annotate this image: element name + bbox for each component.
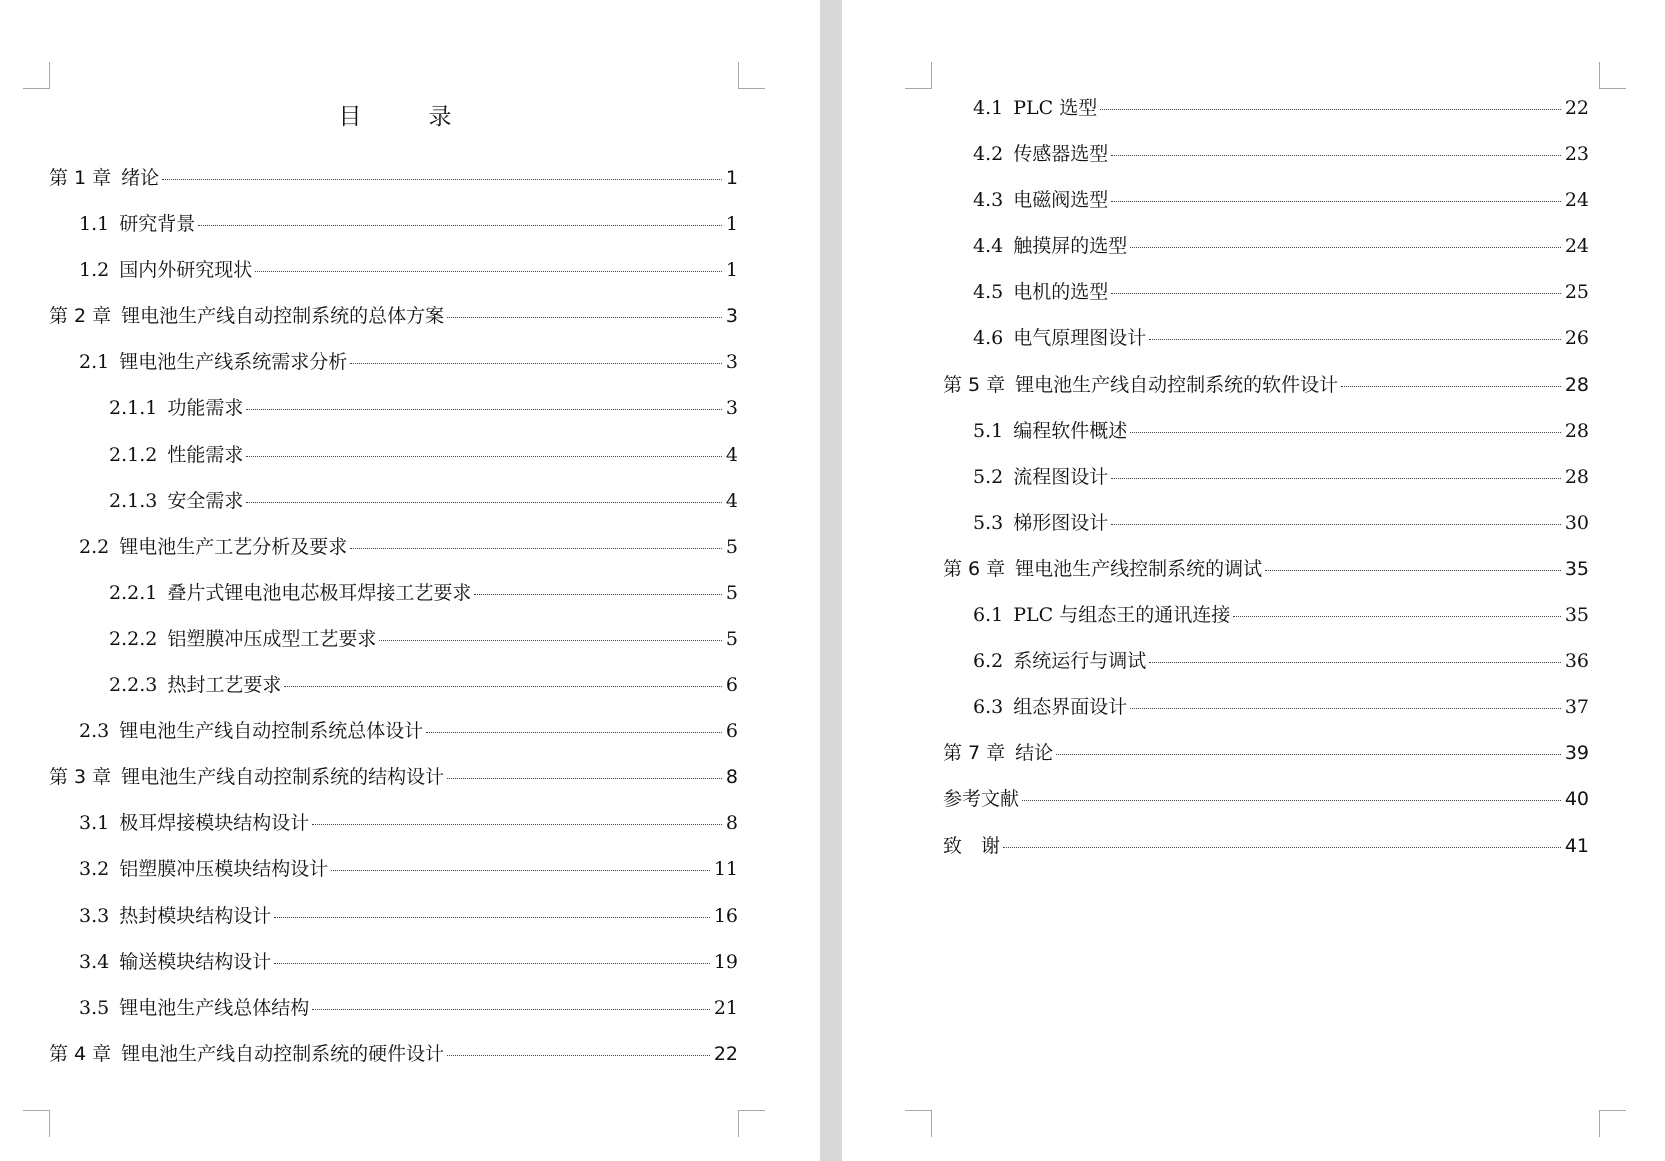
toc-page-number: 3: [725, 397, 738, 420]
toc-entry-number: 第 2 章: [49, 305, 112, 328]
toc-entry-number: 2.2.2: [109, 627, 158, 650]
toc-dot-leader: [1233, 616, 1561, 617]
toc-dot-leader: [1022, 800, 1561, 801]
toc-entry-chapter[interactable]: [943, 370, 1589, 416]
toc-entry-number: 5.1: [973, 419, 1004, 442]
toc-entry-number: 1.1: [79, 213, 110, 236]
toc-entry-title: 电机的选型: [1013, 281, 1109, 304]
toc-page-number: 8: [725, 766, 738, 789]
toc-entry-title: 国内外研究现状: [119, 259, 253, 282]
toc-dot-leader: [1111, 155, 1561, 156]
toc-dot-leader: [1341, 386, 1561, 387]
toc-entry-number: 4.1: [973, 97, 1004, 119]
toc-dot-leader: [1130, 432, 1561, 433]
toc-entry-title: 热封工艺要求: [167, 674, 282, 697]
toc-entry-section[interactable]: [943, 323, 1589, 369]
toc-entry-section[interactable]: [49, 209, 738, 255]
toc-page-number: 4: [725, 443, 738, 466]
corner-mark-bottom-left: [23, 1110, 50, 1137]
toc-entry-section[interactable]: [49, 947, 738, 993]
toc-page-number: 37: [1564, 696, 1589, 719]
toc-page-number: 36: [1564, 650, 1589, 673]
toc-dot-leader: [1130, 247, 1561, 248]
toc-entry-number: 1.2: [79, 259, 110, 282]
toc-entry-section[interactable]: [943, 462, 1589, 508]
toc-page-number: 21: [713, 996, 738, 1019]
toc-page-number: 1: [725, 213, 738, 236]
toc-page-number: 11: [713, 858, 738, 881]
toc-entry-number: 3.3: [79, 904, 110, 927]
toc-entry-title: 锂电池生产线总体结构: [119, 996, 310, 1019]
toc-entry-section[interactable]: [49, 808, 738, 854]
toc-dot-leader: [1149, 339, 1561, 340]
toc-dot-leader: [274, 963, 710, 964]
toc-entry-title: 触摸屏的选型: [1013, 235, 1128, 258]
toc-page-number: 30: [1564, 511, 1589, 534]
toc-page-number: 4: [725, 489, 738, 512]
toc-dot-leader: [379, 640, 722, 641]
toc-entry-title: 输送模块结构设计: [119, 950, 272, 973]
toc-entry-section[interactable]: [49, 440, 738, 486]
toc-entry-number: 2.1: [79, 351, 110, 374]
toc-entry-section[interactable]: [943, 646, 1589, 692]
toc-dot-leader: [447, 1055, 710, 1056]
toc-page-number: 8: [725, 812, 738, 835]
toc-dot-leader: [350, 363, 722, 364]
toc-entry-number: 2.3: [79, 720, 110, 743]
toc-entry-section[interactable]: [49, 486, 738, 532]
toc-page-number: 6: [725, 674, 738, 697]
toc-entry-title: 梯形图设计: [1013, 511, 1109, 534]
corner-mark-bottom-right: [738, 1110, 765, 1137]
toc-entry-number: 2.1.3: [109, 489, 158, 512]
toc-entry-number: 3.1: [79, 812, 110, 835]
toc-dot-leader: [1265, 570, 1561, 571]
toc-entry-number: 6.1: [973, 604, 1004, 627]
toc-entry-number: 第 3 章: [49, 766, 112, 789]
toc-entry-number: 6.3: [973, 696, 1004, 719]
toc-page-number: 6: [725, 720, 738, 743]
toc-page-number: 5: [725, 627, 738, 650]
toc-entry-section[interactable]: [49, 716, 738, 762]
toc-dot-leader: [1111, 201, 1561, 202]
toc-dot-leader: [474, 594, 722, 595]
toc-entry-title: PLC 选型: [1013, 97, 1098, 119]
toc-entry-number: 4.3: [973, 189, 1004, 212]
toc-page-number: 39: [1564, 742, 1589, 765]
toc-entry-number: 4.4: [973, 235, 1004, 258]
toc-dot-leader: [331, 870, 710, 871]
toc-entry-title: 致 谢: [943, 834, 1001, 857]
toc-page-number: 19: [713, 950, 738, 973]
toc-entry-title: 锂电池生产线自动控制系统的软件设计: [1015, 373, 1339, 396]
toc-entry-number: 3.5: [79, 996, 110, 1019]
toc-entry-section[interactable]: [943, 93, 1589, 139]
corner-mark-bottom-right: [1599, 1110, 1626, 1137]
toc-entry-section[interactable]: [49, 854, 738, 900]
toc-page-number: 35: [1564, 557, 1589, 580]
toc-entry-title: 组态界面设计: [1013, 696, 1128, 719]
toc-entry-title: 功能需求: [167, 397, 244, 420]
toc-page-number: 28: [1564, 373, 1589, 396]
toc-entry-title: 安全需求: [167, 489, 244, 512]
toc-entry-title: 电磁阀选型: [1013, 189, 1109, 212]
toc-dot-leader: [255, 271, 722, 272]
toc-dot-leader: [426, 732, 722, 733]
corner-mark-bottom-left: [905, 1110, 932, 1137]
toc-entry-section[interactable]: [943, 185, 1589, 231]
toc-entry-title: 锂电池生产线自动控制系统的结构设计: [121, 766, 445, 789]
toc-page-number: 3: [725, 305, 738, 328]
toc-entry-number: 第 4 章: [49, 1042, 112, 1065]
toc-page-number: 3: [725, 351, 738, 374]
toc-entry-number: 第 1 章: [49, 167, 112, 189]
toc-page-number: 25: [1564, 281, 1589, 304]
toc-page-number: 26: [1564, 327, 1589, 350]
toc-entry-title: 传感器选型: [1013, 143, 1109, 166]
toc-entry-title: 锂电池生产线自动控制系统的硬件设计: [121, 1042, 445, 1065]
toc-entry-section[interactable]: [49, 993, 738, 1039]
corner-mark-top-left: [905, 62, 932, 89]
toc-page-number: 22: [713, 1042, 738, 1065]
toc-dot-leader: [246, 456, 722, 457]
toc-dot-leader: [350, 548, 722, 549]
toc-dot-leader: [246, 409, 722, 410]
toc-entry-chapter[interactable]: [49, 762, 738, 808]
toc-entry-section[interactable]: [943, 692, 1589, 738]
toc-entry-section[interactable]: [49, 255, 738, 301]
toc-entry-section[interactable]: [49, 532, 738, 578]
document-page-left: [0, 0, 820, 1161]
toc-entry-section[interactable]: [943, 508, 1589, 554]
toc-entry-title: 铝塑膜冲压成型工艺要求: [167, 627, 377, 650]
toc-dot-leader: [1111, 478, 1561, 479]
toc-entry-number: 2.2.1: [109, 581, 158, 604]
toc-page-number: 24: [1564, 189, 1589, 212]
toc-entry-chapter[interactable]: [49, 301, 738, 347]
toc-dot-leader: [1111, 293, 1561, 294]
toc-page-number: 41: [1564, 834, 1589, 857]
toc-dot-leader: [447, 317, 722, 318]
toc-entry-section[interactable]: [943, 277, 1589, 323]
toc-entry-section[interactable]: [49, 578, 738, 624]
toc-page-number: 23: [1564, 143, 1589, 166]
toc-page-number: 16: [713, 904, 738, 927]
toc-entry-title: 铝塑膜冲压模块结构设计: [119, 858, 329, 881]
toc-entry-title: 性能需求: [167, 443, 244, 466]
toc-dot-leader: [1130, 708, 1561, 709]
toc-entry-number: 6.2: [973, 650, 1004, 673]
toc-page-number: 28: [1564, 419, 1589, 442]
toc-entry-number: 2.2: [79, 535, 110, 558]
toc-entry-number: 3.2: [79, 858, 110, 881]
toc-dot-leader: [1149, 662, 1561, 663]
toc-dot-leader: [162, 179, 722, 180]
toc-entry-chapter[interactable]: [49, 1039, 738, 1085]
toc-entry-number: 3.4: [79, 950, 110, 973]
toc-entry-number: 2.1.1: [109, 397, 158, 420]
toc-page-number: 40: [1564, 788, 1589, 811]
toc-entry-chapter[interactable]: [943, 784, 1589, 830]
toc-entry-title: 结论: [1015, 742, 1054, 765]
toc-entry-title: 参考文献: [943, 788, 1020, 811]
toc-entry-section[interactable]: [943, 139, 1589, 185]
toc-dot-leader: [274, 917, 710, 918]
toc-title: 目 录: [338, 104, 474, 130]
toc-entry-title: 电气原理图设计: [1013, 327, 1147, 350]
toc-entry-title: 叠片式锂电池电芯极耳焊接工艺要求: [167, 581, 472, 604]
document-page-right: [842, 0, 1665, 1161]
toc-page-number: 22: [1564, 97, 1589, 119]
toc-entry-title: PLC 与组态王的通讯连接: [1013, 604, 1231, 627]
toc-page-number: 35: [1564, 604, 1589, 627]
toc-entry-section[interactable]: [943, 600, 1589, 646]
toc-dot-leader: [1003, 847, 1561, 848]
toc-page-number: 1: [725, 259, 738, 282]
toc-page-number: 24: [1564, 235, 1589, 258]
toc-entry-number: 第 7 章: [943, 742, 1006, 765]
toc-list-left: [49, 163, 738, 1085]
toc-dot-leader: [447, 778, 722, 779]
toc-page-number: 28: [1564, 465, 1589, 488]
toc-entry-number: 2.1.2: [109, 443, 158, 466]
toc-dot-leader: [1056, 754, 1561, 755]
toc-dot-leader: [284, 686, 722, 687]
toc-entry-number: 第 5 章: [943, 373, 1006, 396]
toc-entry-title: 极耳焊接模块结构设计: [119, 812, 310, 835]
toc-entry-chapter[interactable]: [943, 831, 1589, 877]
toc-dot-leader: [312, 1009, 710, 1010]
toc-entry-number: 第 6 章: [943, 557, 1006, 580]
toc-entry-title: 锂电池生产线控制系统的调试: [1015, 557, 1263, 580]
toc-entry-section[interactable]: [943, 416, 1589, 462]
toc-entry-title: 热封模块结构设计: [119, 904, 272, 927]
corner-mark-top-right: [1599, 62, 1626, 89]
toc-entry-section[interactable]: [49, 670, 738, 716]
toc-entry-number: 2.2.3: [109, 674, 158, 697]
toc-page-number: 5: [725, 535, 738, 558]
toc-dot-leader: [1111, 524, 1561, 525]
toc-entry-title: 研究背景: [119, 213, 196, 236]
toc-entry-number: 4.2: [973, 143, 1004, 166]
toc-entry-chapter[interactable]: [943, 554, 1589, 600]
toc-entry-section[interactable]: [49, 624, 738, 670]
toc-dot-leader: [1100, 109, 1561, 110]
toc-entry-number: 5.3: [973, 511, 1004, 534]
toc-page-number: 5: [725, 581, 738, 604]
toc-entry-title: 锂电池生产工艺分析及要求: [119, 535, 348, 558]
corner-mark-top-left: [23, 62, 50, 89]
toc-entry-title: 绪论: [121, 167, 160, 189]
toc-entry-number: 4.6: [973, 327, 1004, 350]
toc-entry-title: 系统运行与调试: [1013, 650, 1147, 673]
toc-entry-title: 锂电池生产线自动控制系统总体设计: [119, 720, 424, 743]
toc-entry-chapter[interactable]: [943, 738, 1589, 784]
toc-entry-title: 锂电池生产线系统需求分析: [119, 351, 348, 374]
toc-entry-chapter[interactable]: [49, 163, 738, 209]
toc-dot-leader: [198, 225, 722, 226]
toc-entry-title: 编程软件概述: [1013, 419, 1128, 442]
toc-entry-section[interactable]: [49, 393, 738, 439]
toc-dot-leader: [312, 824, 722, 825]
toc-dot-leader: [246, 502, 722, 503]
toc-entry-title: 流程图设计: [1013, 465, 1109, 488]
toc-entry-section[interactable]: [943, 231, 1589, 277]
toc-entry-section[interactable]: [49, 347, 738, 393]
toc-entry-title: 锂电池生产线自动控制系统的总体方案: [121, 305, 445, 328]
toc-entry-number: 5.2: [973, 465, 1004, 488]
toc-entry-number: 4.5: [973, 281, 1004, 304]
toc-list-right: [943, 93, 1589, 877]
corner-mark-top-right: [738, 62, 765, 89]
toc-page-number: 1: [725, 167, 738, 189]
toc-entry-section[interactable]: [49, 901, 738, 947]
